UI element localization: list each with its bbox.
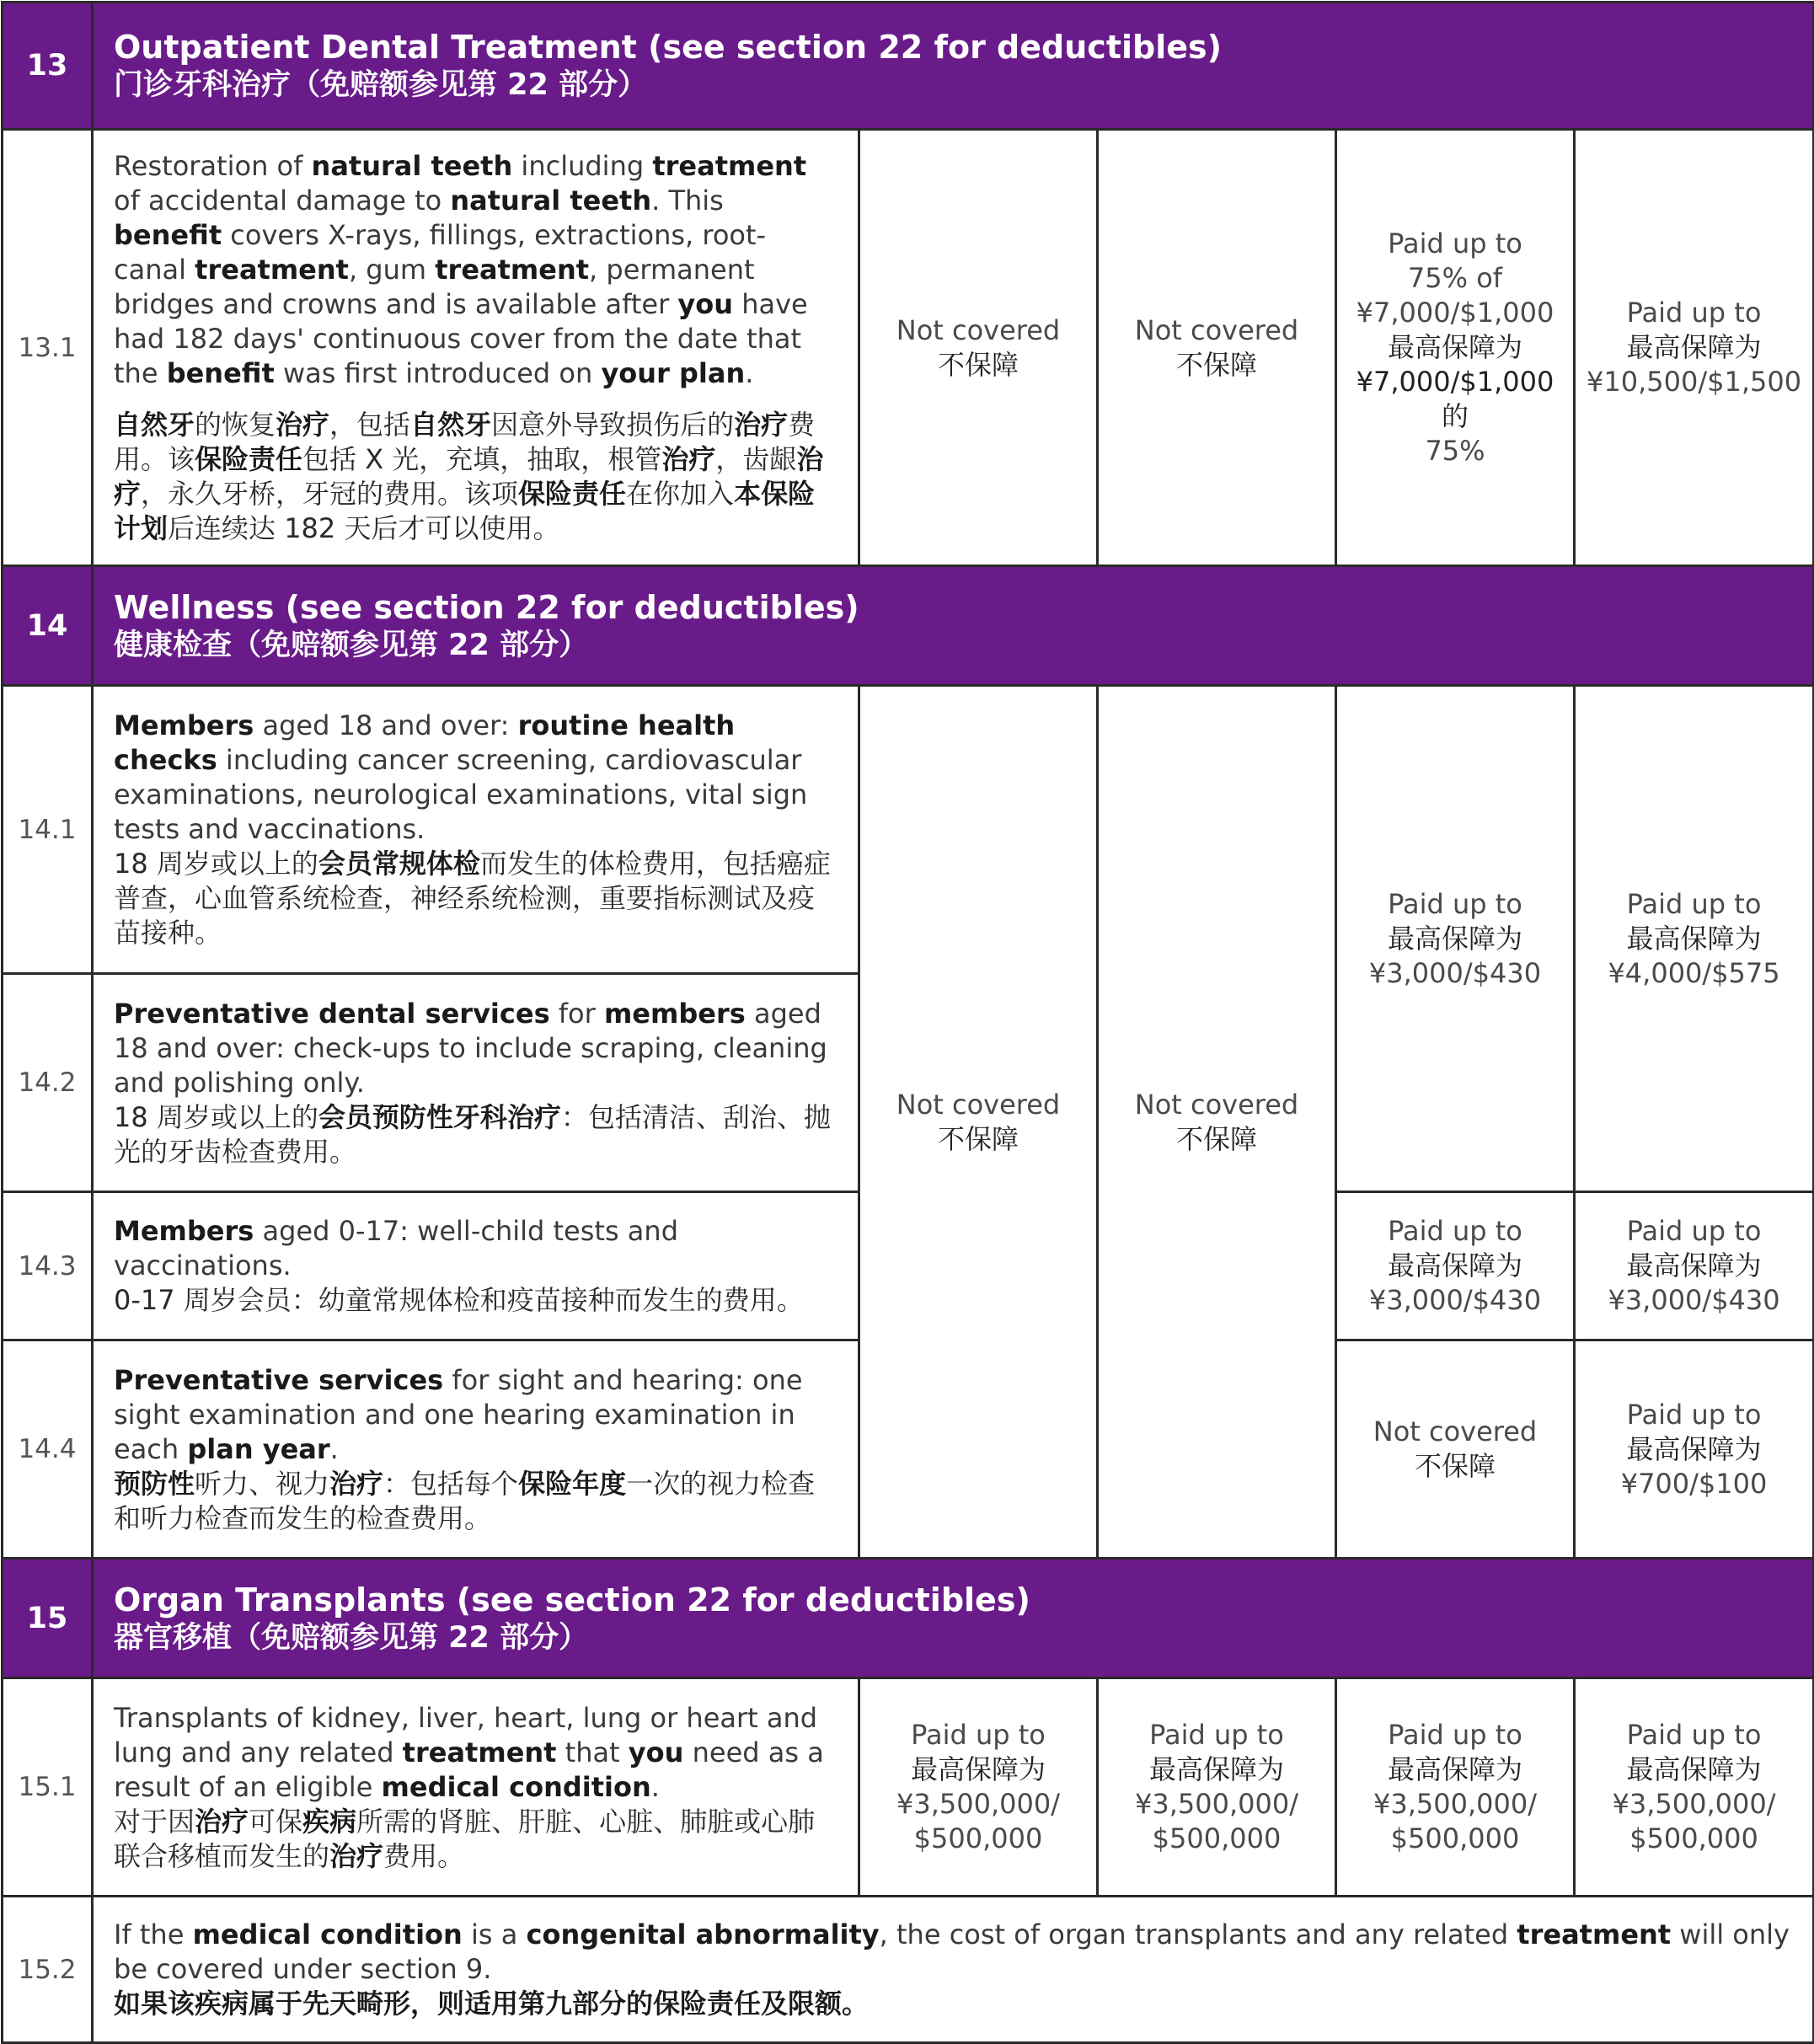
value-line: 最高保障为 <box>1387 331 1522 363</box>
text: covers X-rays, fillings, extractions, root-canal <box>114 219 767 286</box>
defined-term: benefit <box>114 219 222 251</box>
defined-term: 会员常规体检 <box>318 848 480 880</box>
benefit-description <box>93 686 859 974</box>
section-number: 13 <box>3 3 93 130</box>
defined-term: treatment <box>652 150 807 182</box>
value-line: Paid up to <box>911 1719 1046 1751</box>
value-line: Paid up to <box>1388 887 1522 920</box>
defined-term: Preventative dental services <box>114 997 550 1030</box>
defined-term: treatment <box>435 254 590 286</box>
text: was first introduced on <box>274 357 602 389</box>
defined-term: 保险年度 <box>518 1467 627 1500</box>
benefit-description <box>93 1192 859 1340</box>
description-zh <box>114 1467 837 1536</box>
defined-term: treatment <box>1517 1918 1672 1950</box>
text: 0-17 周岁会员：幼童常规体检和疫苗接种而发生的费用。 <box>114 1284 804 1316</box>
defined-term: 治疗 <box>661 443 716 475</box>
value-line: $500,000 <box>1629 1822 1758 1854</box>
text: 包括 X 光，充填，抽取，根管 <box>302 443 662 475</box>
description-zh <box>114 408 837 546</box>
text: 一次的视力检查和听力检查而发生的检查费用。 <box>114 1467 816 1534</box>
description-zh <box>114 847 837 950</box>
defined-term: treatment <box>195 254 349 286</box>
plan-cell <box>1336 1192 1575 1340</box>
plan-cell <box>859 1678 1098 1897</box>
value-line: 最高保障为 <box>1387 1753 1522 1785</box>
row-number: 14.3 <box>3 1192 93 1340</box>
defined-term: 自然牙 <box>410 409 492 441</box>
value-line: 最高保障为 <box>1387 1249 1522 1282</box>
plan-cell <box>1575 1678 1814 1897</box>
value-line: Paid up to <box>1626 1398 1762 1431</box>
table-row <box>3 686 1814 974</box>
section-number: 15 <box>3 1559 93 1678</box>
text: ，包括 <box>329 409 411 441</box>
defined-term: 治疗 <box>276 409 330 441</box>
value-en: Not covered <box>896 1088 1061 1121</box>
plan-cell <box>1336 1678 1575 1897</box>
description-en <box>114 709 837 847</box>
value-line: ¥7,000/$1,000 的 <box>1356 366 1554 432</box>
defined-term: 本保险计划 <box>114 478 816 544</box>
defined-term: Members <box>114 709 254 741</box>
defined-term: you <box>677 288 734 320</box>
text: . <box>745 357 754 389</box>
value-line: Paid up to <box>1388 1215 1522 1247</box>
value-line: 最高保障为 <box>910 1753 1046 1785</box>
value-line: ¥3,000/$430 <box>1368 1284 1542 1316</box>
defined-term: medical condition <box>192 1918 463 1950</box>
text: 可保 <box>249 1805 303 1838</box>
text: 的恢复 <box>195 409 276 441</box>
text: , gum <box>348 254 436 286</box>
description-en <box>114 997 837 1100</box>
defined-term: benefit <box>166 357 275 389</box>
value-line: ¥3,500,000/ <box>1612 1788 1776 1820</box>
section-number: 14 <box>3 566 93 686</box>
value-line: 最高保障为 <box>1626 1432 1762 1465</box>
defined-term: 会员预防性牙科治疗 <box>318 1100 561 1133</box>
plan-cell <box>1575 130 1814 566</box>
defined-term: 治疗 <box>329 1839 384 1872</box>
value-line: ¥700/$100 <box>1620 1467 1768 1500</box>
plan-cell <box>859 130 1098 566</box>
text: 费用。该 <box>114 409 816 475</box>
text: 18 周岁或以上的 <box>114 1100 318 1133</box>
text: including cancer screening, cardiovascular examinations, neurological examinations, vital sign tests and vaccinations. <box>114 744 808 845</box>
text: will only be covered under section 9. <box>114 1918 1790 1985</box>
text: have had 182 days' continuous cover from the date that the <box>114 288 808 389</box>
defined-term: you <box>628 1736 684 1768</box>
text: , permanent bridges and crowns and is available after <box>114 254 755 320</box>
plan-cell <box>1098 130 1336 566</box>
value-line: 75% <box>1425 435 1485 467</box>
plan-cell <box>1336 686 1575 1192</box>
text: If the <box>114 1918 193 1950</box>
value-line: Paid up to <box>1388 1719 1522 1751</box>
value-en: Not covered <box>1134 1088 1299 1121</box>
text: ：包括清洁、刮治、抛光的牙齿检查费用。 <box>114 1100 831 1168</box>
section-title-en: Wellness (see section 22 for deductibles) <box>114 588 859 626</box>
section-title-zh: 门诊牙科治疗（免赔额参见第 22 部分） <box>114 68 648 102</box>
defined-term: natural teeth <box>450 185 652 217</box>
value-line: ¥3,500,000/ <box>896 1788 1060 1820</box>
value-en: Not covered <box>1373 1415 1538 1447</box>
benefit-description <box>93 1678 859 1897</box>
value-en: Not covered <box>1134 313 1299 346</box>
text: . This <box>651 185 724 217</box>
section-title <box>93 1559 1814 1678</box>
value-line: $500,000 <box>1390 1822 1520 1854</box>
text: 所需的肾脏、肝脏、心脏、肺脏或心肺联合移植而发生的 <box>114 1805 816 1872</box>
plan-cell <box>1098 686 1336 1559</box>
value-line: ¥10,500/$1,500 <box>1586 366 1802 398</box>
table-row <box>3 130 1814 566</box>
text: ：包括每个 <box>383 1467 519 1500</box>
text: 对于因 <box>114 1805 195 1838</box>
description-zh <box>114 1987 1792 2021</box>
value-line: $500,000 <box>1152 1822 1282 1854</box>
value-line: ¥4,000/$575 <box>1608 956 1780 989</box>
defined-term: medical condition <box>381 1770 651 1803</box>
value-line: Paid up to <box>1388 227 1522 260</box>
defined-term: 治疗 <box>114 443 824 510</box>
row-number: 15.1 <box>3 1678 93 1897</box>
text: Transplants of kidney, liver, heart, lung or heart and lung and any related <box>114 1701 818 1768</box>
defined-term: congenital abnormality <box>526 1918 880 1950</box>
value-zh: 不保障 <box>1175 348 1257 381</box>
text: 在你加入 <box>626 478 735 510</box>
description-en <box>114 1701 837 1805</box>
value-line: Paid up to <box>1626 297 1762 329</box>
value-line: ¥3,000/$430 <box>1368 956 1542 989</box>
defined-term: 预防性 <box>114 1467 195 1500</box>
row-number: 14.4 <box>3 1340 93 1559</box>
defined-term: Members <box>114 1215 254 1247</box>
text: 听力、视力 <box>195 1467 330 1500</box>
text: , the cost of organ transplants and any related <box>879 1918 1517 1950</box>
defined-term: 治疗 <box>734 409 789 441</box>
defined-term: natural teeth <box>311 150 513 182</box>
value-line: ¥7,000/$1,000 <box>1356 297 1554 329</box>
plan-cell <box>859 686 1098 1559</box>
text: of accidental damage to <box>114 185 451 217</box>
table-row <box>3 1678 1814 1897</box>
defined-term: 如果该疾病属于先天畸形，则适用第九部分的保险责任及限额。 <box>114 1988 870 2020</box>
description-zh <box>114 1283 837 1318</box>
benefit-description <box>93 974 859 1192</box>
value-line: 最高保障为 <box>1626 1249 1762 1282</box>
table-row <box>3 1897 1814 2043</box>
value-line: 75% of <box>1407 262 1503 294</box>
section-title <box>93 3 1814 130</box>
benefit-description <box>93 1340 859 1559</box>
text: 费用。 <box>383 1839 465 1872</box>
defined-term: 自然牙 <box>114 409 195 441</box>
value-line: 最高保障为 <box>1148 1753 1284 1785</box>
description-en <box>114 149 837 391</box>
defined-term: 治疗 <box>195 1805 249 1838</box>
text: including <box>512 150 653 182</box>
plan-cell <box>1575 686 1814 1192</box>
section-title <box>93 566 1814 686</box>
text: . <box>650 1770 660 1803</box>
value-line: 最高保障为 <box>1626 922 1762 955</box>
defined-term: plan year <box>187 1432 330 1465</box>
description-zh <box>114 1805 837 1874</box>
value-line: 最高保障为 <box>1626 1753 1762 1785</box>
defined-term: treatment <box>402 1736 557 1768</box>
row-number: 14.2 <box>3 974 93 1192</box>
value-line: ¥3,500,000/ <box>1135 1788 1298 1820</box>
defined-term: 保险责任 <box>195 443 303 475</box>
text: aged 18 and over: <box>254 709 518 741</box>
text: that <box>556 1736 629 1768</box>
text: aged 18 and over: check-ups to include scraping, cleaning and polishing only. <box>114 997 827 1099</box>
plan-cell <box>1336 1340 1575 1559</box>
value-en: Not covered <box>896 313 1061 346</box>
value-zh: 不保障 <box>937 1122 1019 1155</box>
text: . <box>329 1432 339 1465</box>
benefits-table <box>1 1 1814 2044</box>
value-line: Paid up to <box>1626 1215 1762 1247</box>
text: for sight and hearing: one sight examination and one hearing examination in each <box>114 1363 803 1465</box>
section-title-zh: 器官移植（免赔额参见第 22 部分） <box>114 1620 589 1655</box>
value-zh: 不保障 <box>937 348 1019 381</box>
value-line: 最高保障为 <box>1626 331 1762 363</box>
plan-cell <box>1098 1678 1336 1897</box>
text: 因意外导致损伤后的 <box>491 409 735 441</box>
text: ，永久牙桥，牙冠的费用。该项 <box>141 478 519 510</box>
defined-term: 疾病 <box>302 1805 357 1838</box>
text: aged 0-17: well-child tests and vaccinations. <box>114 1215 678 1282</box>
value-line: ¥3,500,000/ <box>1373 1788 1537 1820</box>
section-header <box>3 3 1814 130</box>
benefit-description <box>93 130 859 566</box>
text: Restoration of <box>114 150 312 182</box>
value-zh: 不保障 <box>1414 1450 1496 1482</box>
row-number: 14.1 <box>3 686 93 974</box>
value-line: Paid up to <box>1626 887 1762 920</box>
description-en <box>114 1363 837 1467</box>
description-en <box>114 1214 837 1283</box>
defined-term: members <box>603 997 746 1030</box>
section-title-zh: 健康检查（免赔额参见第 22 部分） <box>114 628 589 662</box>
section-header <box>3 1559 1814 1678</box>
text: 后连续达 182 天后才可以使用。 <box>168 512 560 544</box>
value-line: $500,000 <box>913 1822 1043 1854</box>
text: for <box>549 997 604 1030</box>
text: need as a result of an eligible <box>114 1736 824 1803</box>
defined-term: your plan <box>601 357 746 389</box>
text: 而发生的体检费用，包括癌症普查，心血管系统检查，神经系统检测，重要指标测试及疫苗接种。 <box>114 848 831 949</box>
benefit-description <box>93 1897 1814 2043</box>
defined-term: routine health checks <box>114 709 736 776</box>
section-header <box>3 566 1814 686</box>
value-zh: 不保障 <box>1175 1122 1257 1155</box>
text: 18 周岁或以上的 <box>114 848 318 880</box>
defined-term: Preventative services <box>114 1363 444 1396</box>
value-line: 最高保障为 <box>1387 922 1522 955</box>
section-title-en: Outpatient Dental Treatment (see section 22 for deductibles) <box>114 29 1222 66</box>
row-number: 15.2 <box>3 1897 93 2043</box>
value-line: Paid up to <box>1149 1719 1284 1751</box>
defined-term: 保险责任 <box>518 478 627 510</box>
value-line: ¥3,000/$430 <box>1608 1284 1780 1316</box>
plan-cell <box>1575 1340 1814 1559</box>
section-title-en: Organ Transplants (see section 22 for deductibles) <box>114 1581 1030 1619</box>
plan-cell <box>1336 130 1575 566</box>
description-zh <box>114 1100 837 1169</box>
value-line: Paid up to <box>1626 1719 1762 1751</box>
text: ，齿龈 <box>715 443 797 475</box>
row-number: 13.1 <box>3 130 93 566</box>
plan-cell <box>1575 1192 1814 1340</box>
description-en <box>114 1918 1792 1987</box>
defined-term: 治疗 <box>329 1467 384 1500</box>
text: is a <box>462 1918 527 1950</box>
